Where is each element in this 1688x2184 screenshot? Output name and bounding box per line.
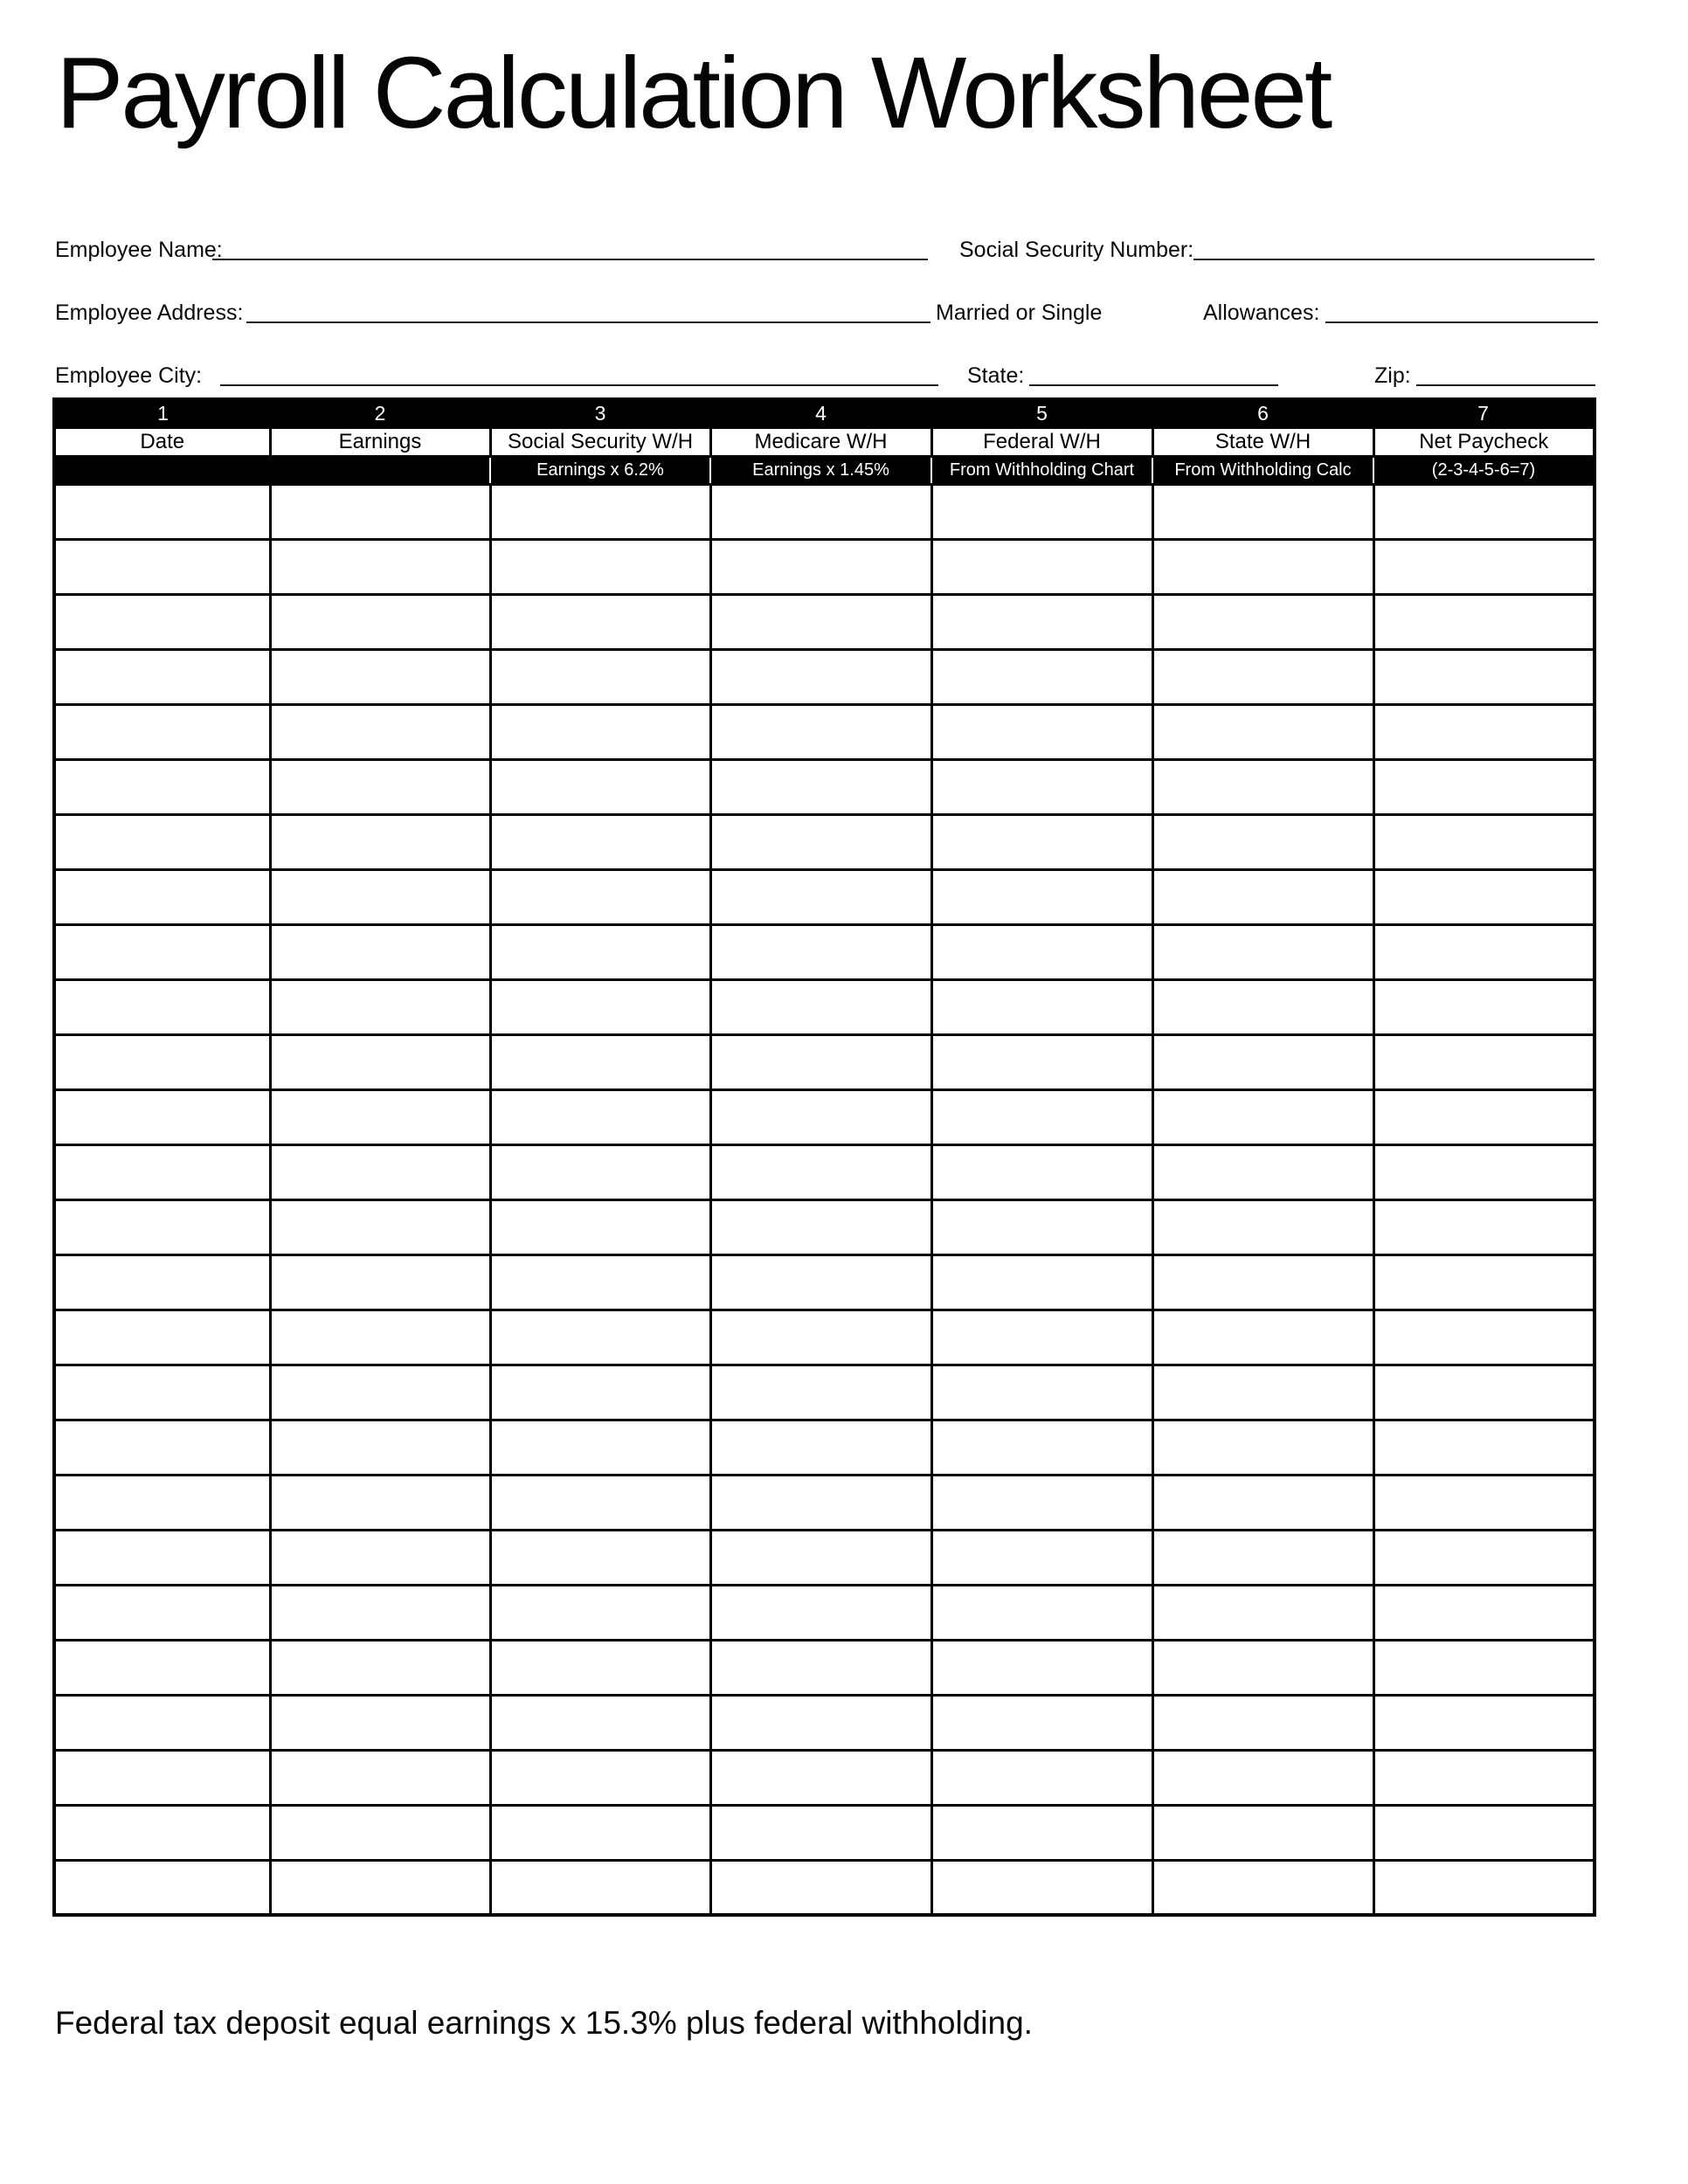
table-cell bbox=[490, 1640, 710, 1695]
table-cell bbox=[710, 1750, 931, 1805]
table-cell bbox=[710, 704, 931, 759]
table-cell bbox=[710, 1695, 931, 1750]
table-cell bbox=[710, 759, 931, 814]
table-cell bbox=[270, 759, 490, 814]
table-cell bbox=[270, 1310, 490, 1365]
table-cell bbox=[710, 1640, 931, 1695]
table-cell bbox=[931, 1860, 1152, 1915]
table-cell bbox=[931, 539, 1152, 594]
table-cell bbox=[54, 1199, 270, 1254]
column-number: 2 bbox=[270, 399, 490, 427]
table-cell bbox=[490, 539, 710, 594]
table-cell bbox=[931, 1365, 1152, 1420]
table-cell bbox=[490, 1254, 710, 1310]
table-row bbox=[54, 1750, 1595, 1805]
table-cell bbox=[54, 1310, 270, 1365]
allowances-blank-line bbox=[1325, 299, 1598, 323]
table-cell bbox=[710, 1420, 931, 1475]
table-cell bbox=[710, 539, 931, 594]
table-cell bbox=[710, 1475, 931, 1530]
table-row bbox=[54, 869, 1595, 924]
table-cell bbox=[1373, 1254, 1595, 1310]
table-cell bbox=[270, 1034, 490, 1089]
table-row bbox=[54, 539, 1595, 594]
table-cell bbox=[1152, 1254, 1373, 1310]
table-cell bbox=[931, 869, 1152, 924]
table-cell bbox=[931, 1640, 1152, 1695]
table-cell bbox=[1152, 1695, 1373, 1750]
table-cell bbox=[931, 1034, 1152, 1089]
column-formula: Earnings x 6.2% bbox=[490, 456, 710, 484]
table-cell bbox=[931, 924, 1152, 979]
table-cell bbox=[490, 1805, 710, 1860]
table-cell bbox=[710, 1530, 931, 1585]
table-row bbox=[54, 1860, 1595, 1915]
table-cell bbox=[54, 1585, 270, 1640]
table-row bbox=[54, 1089, 1595, 1144]
table-cell bbox=[1152, 1310, 1373, 1365]
table-cell bbox=[710, 594, 931, 649]
table-cell bbox=[931, 1199, 1152, 1254]
table-cell bbox=[1373, 649, 1595, 704]
table-cell bbox=[270, 979, 490, 1034]
table-cell bbox=[1152, 649, 1373, 704]
table-row bbox=[54, 1034, 1595, 1089]
column-formula: From Withholding Chart bbox=[931, 456, 1152, 484]
table-row bbox=[54, 1585, 1595, 1640]
table-cell bbox=[490, 594, 710, 649]
table-cell bbox=[490, 1034, 710, 1089]
column-header-date: Date bbox=[54, 427, 270, 456]
table-cell bbox=[931, 484, 1152, 539]
zip-label: Zip: bbox=[1374, 363, 1411, 388]
table-cell bbox=[710, 869, 931, 924]
ssn-label: Social Security Number: bbox=[959, 238, 1194, 262]
table-cell bbox=[490, 1420, 710, 1475]
table-cell bbox=[54, 1034, 270, 1089]
employee-city-blank-line bbox=[220, 362, 938, 386]
table-row bbox=[54, 1144, 1595, 1199]
table-row bbox=[54, 979, 1595, 1034]
table-cell bbox=[490, 814, 710, 869]
table-row bbox=[54, 924, 1595, 979]
ssn-blank-line bbox=[1193, 236, 1595, 260]
column-number: 7 bbox=[1373, 399, 1595, 427]
table-row bbox=[54, 814, 1595, 869]
table-cell bbox=[270, 1860, 490, 1915]
table-cell bbox=[931, 1254, 1152, 1310]
table-cell bbox=[1373, 1585, 1595, 1640]
table-cell bbox=[931, 594, 1152, 649]
column-header-social-security: Social Security W/H bbox=[490, 427, 710, 456]
table-cell bbox=[1373, 979, 1595, 1034]
table-cell bbox=[270, 814, 490, 869]
table-cell bbox=[1373, 594, 1595, 649]
table-cell bbox=[1152, 1860, 1373, 1915]
table-cell bbox=[54, 594, 270, 649]
table-cell bbox=[54, 1695, 270, 1750]
payroll-table-header bbox=[54, 399, 1595, 484]
table-cell bbox=[270, 594, 490, 649]
table-cell bbox=[1373, 1144, 1595, 1199]
column-formula bbox=[270, 456, 490, 484]
employee-address-blank-line bbox=[246, 299, 930, 323]
table-row bbox=[54, 1640, 1595, 1695]
zip-blank-line bbox=[1416, 362, 1595, 386]
column-formula: Earnings x 1.45% bbox=[710, 456, 931, 484]
table-row bbox=[54, 1530, 1595, 1585]
table-cell bbox=[710, 924, 931, 979]
table-cell bbox=[1152, 1530, 1373, 1585]
table-cell bbox=[931, 1420, 1152, 1475]
table-cell bbox=[490, 704, 710, 759]
table-cell bbox=[54, 924, 270, 979]
table-cell bbox=[1152, 484, 1373, 539]
table-cell bbox=[54, 759, 270, 814]
table-cell bbox=[1373, 1199, 1595, 1254]
table-cell bbox=[1152, 1420, 1373, 1475]
table-cell bbox=[54, 1530, 270, 1585]
table-cell bbox=[1373, 484, 1595, 539]
table-cell bbox=[1373, 1860, 1595, 1915]
table-cell bbox=[54, 1475, 270, 1530]
table-cell bbox=[931, 1585, 1152, 1640]
table-cell bbox=[1152, 979, 1373, 1034]
employee-address-label: Employee Address: bbox=[55, 301, 244, 325]
table-cell bbox=[1152, 1640, 1373, 1695]
table-cell bbox=[54, 1254, 270, 1310]
table-cell bbox=[270, 704, 490, 759]
table-cell bbox=[1373, 1034, 1595, 1089]
table-cell bbox=[1373, 1420, 1595, 1475]
table-cell bbox=[710, 1199, 931, 1254]
state-blank-line bbox=[1029, 362, 1278, 386]
table-cell bbox=[490, 1750, 710, 1805]
state-label: State: bbox=[967, 363, 1025, 388]
table-cell bbox=[270, 1530, 490, 1585]
table-row bbox=[54, 594, 1595, 649]
table-row bbox=[54, 1805, 1595, 1860]
table-cell bbox=[1152, 924, 1373, 979]
table-cell bbox=[1152, 1089, 1373, 1144]
table-cell bbox=[1152, 869, 1373, 924]
table-cell bbox=[270, 539, 490, 594]
table-cell bbox=[1152, 1750, 1373, 1805]
table-row bbox=[54, 704, 1595, 759]
table-cell bbox=[270, 1420, 490, 1475]
column-label-row bbox=[54, 427, 1595, 456]
table-cell bbox=[270, 1475, 490, 1530]
table-cell bbox=[490, 649, 710, 704]
table-cell bbox=[1373, 1530, 1595, 1585]
table-cell bbox=[270, 649, 490, 704]
table-cell bbox=[490, 759, 710, 814]
table-cell bbox=[54, 539, 270, 594]
table-cell bbox=[931, 1750, 1152, 1805]
table-cell bbox=[931, 704, 1152, 759]
table-cell bbox=[931, 1695, 1152, 1750]
table-row bbox=[54, 1254, 1595, 1310]
table-cell bbox=[931, 814, 1152, 869]
table-row bbox=[54, 1365, 1595, 1420]
table-cell bbox=[1373, 1750, 1595, 1805]
table-cell bbox=[1373, 1805, 1595, 1860]
table-cell bbox=[1373, 1475, 1595, 1530]
table-cell bbox=[710, 1254, 931, 1310]
table-cell bbox=[490, 484, 710, 539]
table-cell bbox=[270, 484, 490, 539]
table-cell bbox=[1152, 1034, 1373, 1089]
table-cell bbox=[490, 1365, 710, 1420]
table-cell bbox=[931, 1089, 1152, 1144]
table-row bbox=[54, 1199, 1595, 1254]
column-number: 6 bbox=[1152, 399, 1373, 427]
column-number-row bbox=[54, 399, 1595, 427]
table-cell bbox=[54, 649, 270, 704]
column-formula: From Withholding Calc bbox=[1152, 456, 1373, 484]
table-cell bbox=[270, 869, 490, 924]
employee-city-label: Employee City: bbox=[55, 363, 203, 388]
table-cell bbox=[54, 1365, 270, 1420]
table-cell bbox=[270, 1199, 490, 1254]
table-cell bbox=[54, 1144, 270, 1199]
table-cell bbox=[710, 1585, 931, 1640]
column-header-state: State W/H bbox=[1152, 427, 1373, 456]
table-cell bbox=[710, 814, 931, 869]
table-cell bbox=[54, 1640, 270, 1695]
table-row bbox=[54, 759, 1595, 814]
table-cell bbox=[710, 979, 931, 1034]
table-cell bbox=[931, 1475, 1152, 1530]
table-cell bbox=[1152, 814, 1373, 869]
table-cell bbox=[490, 1089, 710, 1144]
table-cell bbox=[270, 1750, 490, 1805]
table-cell bbox=[1373, 759, 1595, 814]
table-cell bbox=[270, 1585, 490, 1640]
table-row bbox=[54, 1695, 1595, 1750]
column-header-net-paycheck: Net Paycheck bbox=[1373, 427, 1595, 456]
table-cell bbox=[1152, 1199, 1373, 1254]
footer-note: Federal tax deposit equal earnings x 15.3% plus federal withholding. bbox=[55, 2005, 1033, 2041]
table-cell bbox=[710, 649, 931, 704]
table-cell bbox=[710, 1144, 931, 1199]
marital-status-text: Married or Single bbox=[936, 301, 1103, 325]
table-cell bbox=[54, 1750, 270, 1805]
table-row bbox=[54, 1310, 1595, 1365]
table-cell bbox=[54, 979, 270, 1034]
table-cell bbox=[1152, 759, 1373, 814]
table-cell bbox=[490, 1144, 710, 1199]
table-cell bbox=[1373, 1089, 1595, 1144]
table-cell bbox=[490, 1530, 710, 1585]
table-cell bbox=[931, 979, 1152, 1034]
column-number: 1 bbox=[54, 399, 270, 427]
table-cell bbox=[490, 1860, 710, 1915]
table-cell bbox=[490, 1310, 710, 1365]
table-cell bbox=[1373, 1640, 1595, 1695]
table-cell bbox=[1152, 1805, 1373, 1860]
table-cell bbox=[1152, 1365, 1373, 1420]
table-cell bbox=[1373, 1310, 1595, 1365]
table-row bbox=[54, 649, 1595, 704]
employee-name-blank-line bbox=[212, 236, 928, 260]
table-row bbox=[54, 1420, 1595, 1475]
table-cell bbox=[54, 1805, 270, 1860]
table-cell bbox=[710, 1805, 931, 1860]
table-row bbox=[54, 484, 1595, 539]
column-formula-row bbox=[54, 456, 1595, 484]
column-number: 4 bbox=[710, 399, 931, 427]
table-cell bbox=[54, 1420, 270, 1475]
table-cell bbox=[54, 1089, 270, 1144]
table-body bbox=[54, 484, 1595, 1915]
table-cell bbox=[931, 1144, 1152, 1199]
column-header-medicare: Medicare W/H bbox=[710, 427, 931, 456]
table-cell bbox=[710, 484, 931, 539]
table-cell bbox=[490, 1199, 710, 1254]
table-cell bbox=[1373, 1365, 1595, 1420]
table-cell bbox=[710, 1860, 931, 1915]
table-cell bbox=[54, 869, 270, 924]
table-cell bbox=[1152, 704, 1373, 759]
table-cell bbox=[1152, 1585, 1373, 1640]
table-cell bbox=[931, 1530, 1152, 1585]
table-cell bbox=[1373, 924, 1595, 979]
table-cell bbox=[1152, 1475, 1373, 1530]
table-cell bbox=[54, 814, 270, 869]
table-cell bbox=[490, 1695, 710, 1750]
table-cell bbox=[270, 1805, 490, 1860]
table-cell bbox=[490, 1475, 710, 1530]
column-formula bbox=[54, 456, 270, 484]
table-cell bbox=[54, 484, 270, 539]
column-number: 3 bbox=[490, 399, 710, 427]
column-header-earnings: Earnings bbox=[270, 427, 490, 456]
table-cell bbox=[270, 1695, 490, 1750]
page-title: Payroll Calculation Worksheet bbox=[56, 36, 1331, 149]
table-cell bbox=[1152, 539, 1373, 594]
column-number: 5 bbox=[931, 399, 1152, 427]
table-cell bbox=[710, 1365, 931, 1420]
table-cell bbox=[710, 1310, 931, 1365]
table-cell bbox=[270, 1640, 490, 1695]
table-cell bbox=[270, 924, 490, 979]
column-header-federal: Federal W/H bbox=[931, 427, 1152, 456]
table-cell bbox=[710, 1089, 931, 1144]
table-cell bbox=[54, 704, 270, 759]
table-cell bbox=[490, 1585, 710, 1640]
allowances-label: Allowances: bbox=[1203, 301, 1320, 325]
table-cell bbox=[931, 649, 1152, 704]
table-cell bbox=[1373, 704, 1595, 759]
table-cell bbox=[490, 979, 710, 1034]
employee-name-label: Employee Name: bbox=[55, 238, 223, 262]
table-cell bbox=[270, 1089, 490, 1144]
table-cell bbox=[490, 924, 710, 979]
table-cell bbox=[54, 1860, 270, 1915]
table-cell bbox=[1373, 539, 1595, 594]
table-cell bbox=[1373, 814, 1595, 869]
table-cell bbox=[931, 759, 1152, 814]
table-cell bbox=[490, 869, 710, 924]
table-cell bbox=[270, 1254, 490, 1310]
table-cell bbox=[931, 1310, 1152, 1365]
table-cell bbox=[1152, 594, 1373, 649]
table-cell bbox=[1152, 1144, 1373, 1199]
table-cell bbox=[1373, 869, 1595, 924]
table-cell bbox=[270, 1144, 490, 1199]
table-cell bbox=[710, 1034, 931, 1089]
payroll-table bbox=[52, 397, 1596, 1917]
table-cell bbox=[931, 1805, 1152, 1860]
table-row bbox=[54, 1475, 1595, 1530]
column-formula: (2-3-4-5-6=7) bbox=[1373, 456, 1595, 484]
table-cell bbox=[270, 1365, 490, 1420]
table-cell bbox=[1373, 1695, 1595, 1750]
